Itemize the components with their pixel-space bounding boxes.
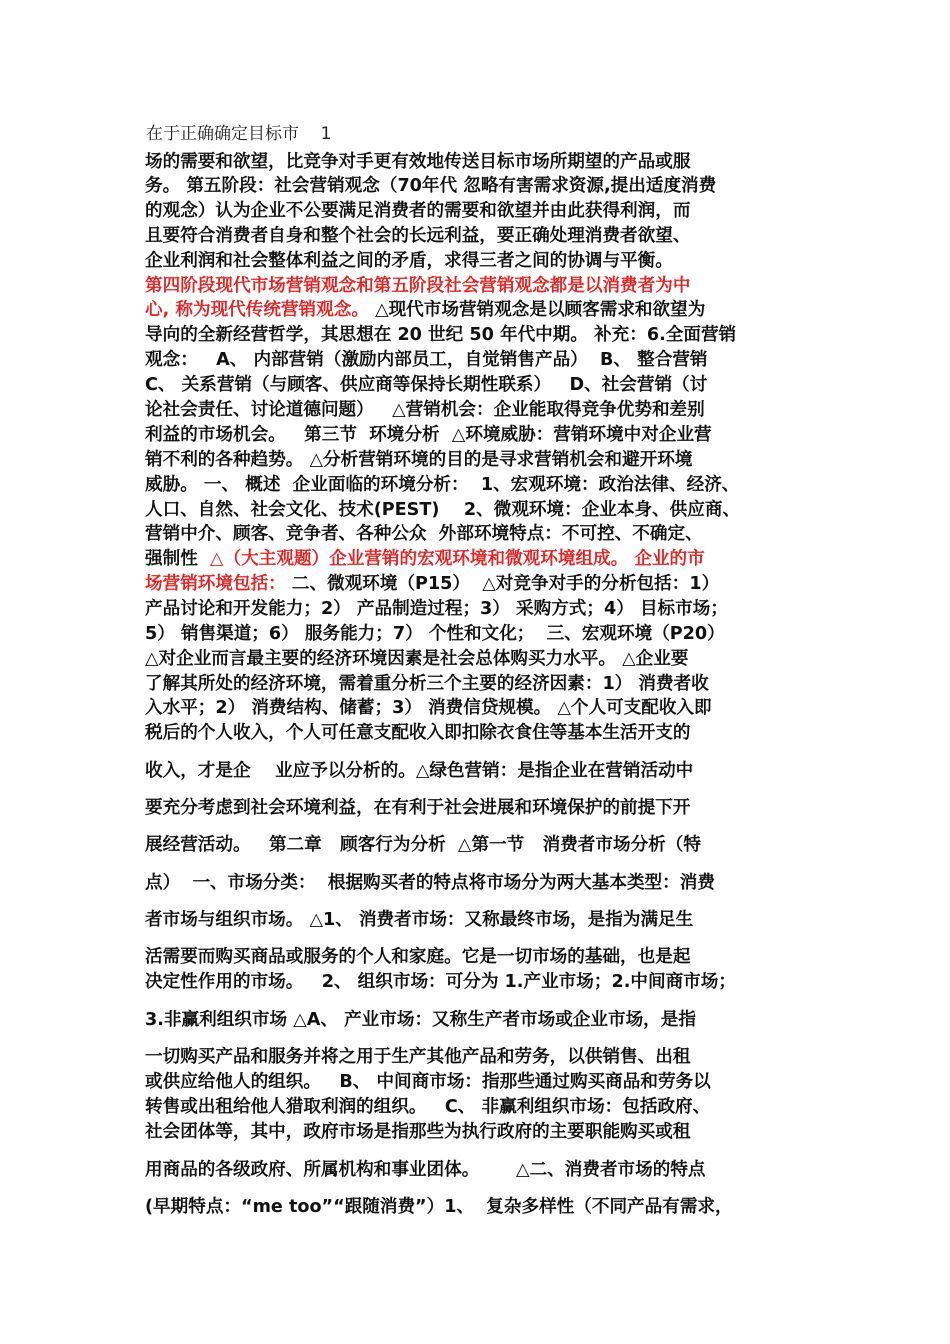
text-line <box>145 473 825 497</box>
text-run: 的观念）认为企业不公要满足消费者的需要和欲望并由此获得利润，而 <box>145 201 691 221</box>
text-line <box>145 908 825 932</box>
text-line <box>145 298 825 322</box>
text-run: 社会团体等，其中，政府市场是指那些为执行政府的主要职能购买或租 <box>145 1122 691 1142</box>
text-line <box>145 597 825 621</box>
text-line <box>145 871 825 895</box>
text-run: 利益的市场机会。 第三节 环境分析 △环境威胁：营销环境中对企业营 <box>145 425 712 445</box>
text-run: 收入，才是企 业应予以分析的。△绿色营销：是指企业在营销活动中 <box>145 761 694 781</box>
text-line <box>145 833 825 857</box>
text-run: 营销中介、顾客、竞争者、各种公众 外部环境特点：不可控、不确定、 <box>145 524 703 544</box>
page-header: 在于正确确定目标市 1 <box>146 124 332 144</box>
text-line <box>145 970 825 994</box>
text-line <box>145 1008 825 1032</box>
text-run: 导向的全新经营哲学，其思想在 20 世纪 50 年代中期。 补充：6.全面营销 <box>145 325 737 345</box>
text-line <box>145 1120 825 1144</box>
text-line <box>145 696 825 720</box>
text-line <box>145 174 825 198</box>
text-line <box>145 1195 825 1219</box>
text-run: 者市场与组织市场。 △1、 消费者市场：又称最终市场，是指为满足生 <box>145 910 694 930</box>
text-line <box>145 423 825 447</box>
text-run: △对企业而言最主要的经济环境因素是社会总体购买力水平。 △企业要 <box>145 649 689 669</box>
text-run: 决定性作用的市场。 2、 组织市场：可分为 1.产业市场；2.中间商市场； <box>145 972 736 992</box>
text-run: 3.非赢利组织市场 △A、 产业市场：又称生产者市场或企业市场，是指 <box>145 1010 696 1030</box>
text-line <box>145 759 825 783</box>
text-run: 5） 销售渠道；6） 服务能力；7） 个性和文化； 三、宏观环境（P20） <box>145 624 725 644</box>
text-run: △现代市场营销观念是以顾客需求和欲望为 <box>368 300 706 320</box>
text-run: 威胁。 一、 概述 企业面临的环境分析： 1、宏观环境：政治法律、经济、 <box>145 475 740 495</box>
text-run: 展经营活动。 第二章 顾客行为分析 △第一节 消费者市场分析（特 <box>145 835 701 855</box>
text-run: 论社会责任、讨论道德问题） △营销机会：企业能取得竞争优势和差别 <box>145 400 705 420</box>
text-run: 企业利润和社会整体利益之间的矛盾，求得三者之间的协调与平衡。 <box>145 251 673 271</box>
text-run: 产品讨论和开发能力；2） 产品制造过程；3） 采购方式；4） 目标市场； <box>145 599 728 619</box>
text-line <box>145 150 825 174</box>
highlight-run: 场营销环境包括： <box>145 574 286 594</box>
text-run: 且要符合消费者自身和整个社会的长远利益，要正确处理消费者欲望、 <box>145 226 691 246</box>
text-line <box>145 647 825 671</box>
highlight-run: 心, 称为现代传统营销观念。 <box>145 300 369 320</box>
text-run: 用商品的各级政府、所属机构和事业团体。 △二、消费者市场的特点 <box>145 1160 706 1180</box>
text-run: (早期特点：“me too”“跟随消费”）1、 复杂多样性（不同产品有需求， <box>145 1197 733 1217</box>
text-run: 税后的个人收入，个人可任意支配收入即扣除衣食住等基本生活开支的 <box>145 723 691 743</box>
text-line <box>145 572 825 596</box>
text-line <box>145 323 825 347</box>
text-run: 观念： A、 内部营销（激励内部员工，自觉销售产品） B、 整合营销 <box>145 350 708 370</box>
text-line <box>145 796 825 820</box>
text-line <box>145 721 825 745</box>
highlight-run: △（大主观题）企业营销的宏观环境和微观环境组成。 企业的市 <box>210 549 705 569</box>
text-line <box>145 547 825 571</box>
text-run: 入水平；2） 消费结构、储蓄；3） 消费信贷规模。 △个人可支配收入即 <box>145 698 712 718</box>
text-run: 二、微观环境（P15） △对竞争对手的分析包括：1） <box>285 574 720 594</box>
text-run: 人口、自然、社会文化、技术(PEST) 2、微观环境：企业本身、供应商、 <box>145 500 741 520</box>
text-run: 活需要而购买商品或服务的个人和家庭。它是一切市场的基础，也是起 <box>145 947 691 967</box>
text-line <box>145 1045 825 1069</box>
text-line <box>145 398 825 422</box>
text-line <box>145 373 825 397</box>
text-line <box>145 199 825 223</box>
text-line <box>145 672 825 696</box>
text-run: 一切购买产品和服务并将之用于生产其他产品和劳务，以供销售、出租 <box>145 1047 691 1067</box>
text-run: 场的需要和欲望，比竞争对手更有效地传送目标市场所期望的产品或服 <box>145 152 691 172</box>
text-line <box>145 249 825 273</box>
text-line <box>145 274 825 298</box>
text-line <box>145 945 825 969</box>
text-line <box>145 224 825 248</box>
text-run: 强制性 <box>145 549 211 569</box>
text-run: 或供应给他人的组织。 B、 中间商市场：指那些通过购买商品和劳务以 <box>145 1072 711 1092</box>
highlight-run: 第四阶段现代市场营销观念和第五阶段社会营销观念都是以消费者为中 <box>145 276 691 296</box>
text-line <box>145 1095 825 1119</box>
text-run: 要充分考虑到社会环境利益，在有利于社会进展和环境保护的前提下开 <box>145 798 691 818</box>
text-line <box>145 1158 825 1182</box>
text-run: 销不利的各种趋势。 △分析营销环境的目的是寻求营销机会和避开环境 <box>145 450 693 470</box>
text-run: 务。 第五阶段：社会营销观念（70年代 忽略有害需求资源,提出适度消费 <box>145 176 717 196</box>
text-line <box>145 448 825 472</box>
text-run: C、 关系营销（与顾客、供应商等保持长期性联系） D、社会营销（讨 <box>145 375 708 395</box>
text-line <box>145 348 825 372</box>
text-run: 转售或出租给他人猎取利润的组织。 C、 非赢利组织市场：包括政府、 <box>145 1097 711 1117</box>
text-line <box>145 622 825 646</box>
text-line <box>145 522 825 546</box>
text-run: 了解其所处的经济环境，需着重分析三个主要的经济因素：1） 消费者收 <box>145 674 709 694</box>
text-line <box>145 1070 825 1094</box>
text-run: 点） 一、市场分类： 根据购买者的特点将市场分为两大基本类型：消费 <box>145 873 715 893</box>
text-line <box>145 498 825 522</box>
